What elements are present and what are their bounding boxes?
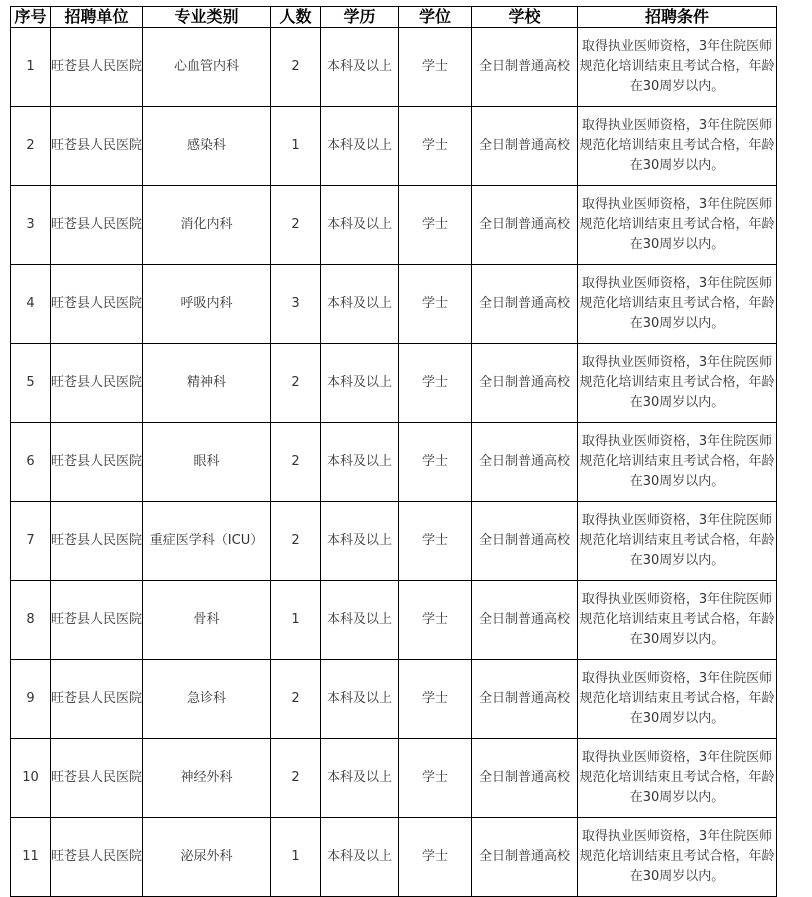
cell-unit: 旺苍县人民医院 <box>51 265 143 344</box>
cell-major: 精神科 <box>143 344 271 423</box>
cell-conditions: 取得执业医师资格，3年住院医师规范化培训结束且考试合格，年龄在30周岁以内。 <box>578 265 777 344</box>
table-row <box>11 423 777 502</box>
header-cell-school: 学校 <box>472 7 578 28</box>
cell-unit: 旺苍县人民医院 <box>51 344 143 423</box>
cell-degree: 学士 <box>399 423 472 502</box>
cell-degree: 学士 <box>399 186 472 265</box>
cell-unit: 旺苍县人民医院 <box>51 28 143 107</box>
cell-count: 1 <box>271 818 321 897</box>
cell-unit: 旺苍县人民医院 <box>51 107 143 186</box>
cell-no: 1 <box>11 28 51 107</box>
cell-no: 8 <box>11 581 51 660</box>
table-row <box>11 581 777 660</box>
cell-major: 急诊科 <box>143 660 271 739</box>
cell-school: 全日制普通高校 <box>472 818 578 897</box>
cell-count: 1 <box>271 107 321 186</box>
header-cell-unit: 招聘单位 <box>51 7 143 28</box>
header-cell-no: 序号 <box>11 7 51 28</box>
cell-degree: 学士 <box>399 502 472 581</box>
cell-school: 全日制普通高校 <box>472 423 578 502</box>
cell-no: 2 <box>11 107 51 186</box>
cell-unit: 旺苍县人民医院 <box>51 660 143 739</box>
table-row <box>11 502 777 581</box>
cell-unit: 旺苍县人民医院 <box>51 186 143 265</box>
cell-conditions: 取得执业医师资格，3年住院医师规范化培训结束且考试合格，年龄在30周岁以内。 <box>578 502 777 581</box>
cell-education: 本科及以上 <box>321 344 399 423</box>
cell-degree: 学士 <box>399 581 472 660</box>
cell-unit: 旺苍县人民医院 <box>51 818 143 897</box>
cell-major: 呼吸内科 <box>143 265 271 344</box>
cell-count: 2 <box>271 28 321 107</box>
cell-major: 重症医学科（ICU） <box>143 502 271 581</box>
cell-unit: 旺苍县人民医院 <box>51 581 143 660</box>
cell-school: 全日制普通高校 <box>472 502 578 581</box>
cell-conditions: 取得执业医师资格，3年住院医师规范化培训结束且考试合格，年龄在30周岁以内。 <box>578 107 777 186</box>
cell-conditions: 取得执业医师资格，3年住院医师规范化培训结束且考试合格，年龄在30周岁以内。 <box>578 739 777 818</box>
table-row <box>11 265 777 344</box>
cell-school: 全日制普通高校 <box>472 581 578 660</box>
cell-major: 骨科 <box>143 581 271 660</box>
cell-count: 1 <box>271 581 321 660</box>
table-row <box>11 186 777 265</box>
cell-education: 本科及以上 <box>321 107 399 186</box>
cell-major: 眼科 <box>143 423 271 502</box>
cell-education: 本科及以上 <box>321 423 399 502</box>
cell-education: 本科及以上 <box>321 818 399 897</box>
cell-education: 本科及以上 <box>321 186 399 265</box>
cell-conditions: 取得执业医师资格，3年住院医师规范化培训结束且考试合格，年龄在30周岁以内。 <box>578 186 777 265</box>
table-row <box>11 818 777 897</box>
header-cell-education: 学历 <box>321 7 399 28</box>
cell-unit: 旺苍县人民医院 <box>51 739 143 818</box>
cell-degree: 学士 <box>399 107 472 186</box>
cell-count: 2 <box>271 186 321 265</box>
cell-no: 11 <box>11 818 51 897</box>
cell-conditions: 取得执业医师资格，3年住院医师规范化培训结束且考试合格，年龄在30周岁以内。 <box>578 344 777 423</box>
cell-degree: 学士 <box>399 28 472 107</box>
header-cell-count: 人数 <box>271 7 321 28</box>
cell-school: 全日制普通高校 <box>472 344 578 423</box>
cell-no: 3 <box>11 186 51 265</box>
cell-count: 2 <box>271 502 321 581</box>
cell-no: 10 <box>11 739 51 818</box>
cell-conditions: 取得执业医师资格，3年住院医师规范化培训结束且考试合格，年龄在30周岁以内。 <box>578 423 777 502</box>
cell-count: 3 <box>271 265 321 344</box>
cell-no: 9 <box>11 660 51 739</box>
cell-degree: 学士 <box>399 265 472 344</box>
cell-school: 全日制普通高校 <box>472 107 578 186</box>
cell-education: 本科及以上 <box>321 581 399 660</box>
cell-count: 2 <box>271 423 321 502</box>
cell-count: 2 <box>271 344 321 423</box>
cell-major: 神经外科 <box>143 739 271 818</box>
header-cell-degree: 学位 <box>399 7 472 28</box>
cell-education: 本科及以上 <box>321 28 399 107</box>
cell-count: 2 <box>271 660 321 739</box>
cell-major: 心血管内科 <box>143 28 271 107</box>
cell-conditions: 取得执业医师资格，3年住院医师规范化培训结束且考试合格，年龄在30周岁以内。 <box>578 660 777 739</box>
cell-education: 本科及以上 <box>321 660 399 739</box>
table-row <box>11 107 777 186</box>
table-row <box>11 344 777 423</box>
cell-no: 5 <box>11 344 51 423</box>
cell-no: 7 <box>11 502 51 581</box>
cell-no: 4 <box>11 265 51 344</box>
cell-conditions: 取得执业医师资格，3年住院医师规范化培训结束且考试合格，年龄在30周岁以内。 <box>578 581 777 660</box>
cell-education: 本科及以上 <box>321 502 399 581</box>
cell-school: 全日制普通高校 <box>472 265 578 344</box>
cell-unit: 旺苍县人民医院 <box>51 502 143 581</box>
cell-conditions: 取得执业医师资格，3年住院医师规范化培训结束且考试合格，年龄在30周岁以内。 <box>578 818 777 897</box>
cell-degree: 学士 <box>399 818 472 897</box>
cell-conditions: 取得执业医师资格，3年住院医师规范化培训结束且考试合格，年龄在30周岁以内。 <box>578 28 777 107</box>
recruitment-table <box>10 6 777 897</box>
cell-unit: 旺苍县人民医院 <box>51 423 143 502</box>
cell-degree: 学士 <box>399 660 472 739</box>
table-row <box>11 739 777 818</box>
cell-count: 2 <box>271 739 321 818</box>
header-row <box>11 7 777 28</box>
cell-major: 泌尿外科 <box>143 818 271 897</box>
cell-education: 本科及以上 <box>321 739 399 818</box>
cell-school: 全日制普通高校 <box>472 28 578 107</box>
cell-major: 感染科 <box>143 107 271 186</box>
header-cell-major: 专业类别 <box>143 7 271 28</box>
cell-no: 6 <box>11 423 51 502</box>
table-row <box>11 28 777 107</box>
cell-school: 全日制普通高校 <box>472 660 578 739</box>
header-cell-conditions: 招聘条件 <box>578 7 777 28</box>
cell-major: 消化内科 <box>143 186 271 265</box>
cell-degree: 学士 <box>399 739 472 818</box>
cell-school: 全日制普通高校 <box>472 739 578 818</box>
cell-school: 全日制普通高校 <box>472 186 578 265</box>
table-row <box>11 660 777 739</box>
cell-degree: 学士 <box>399 344 472 423</box>
cell-education: 本科及以上 <box>321 265 399 344</box>
